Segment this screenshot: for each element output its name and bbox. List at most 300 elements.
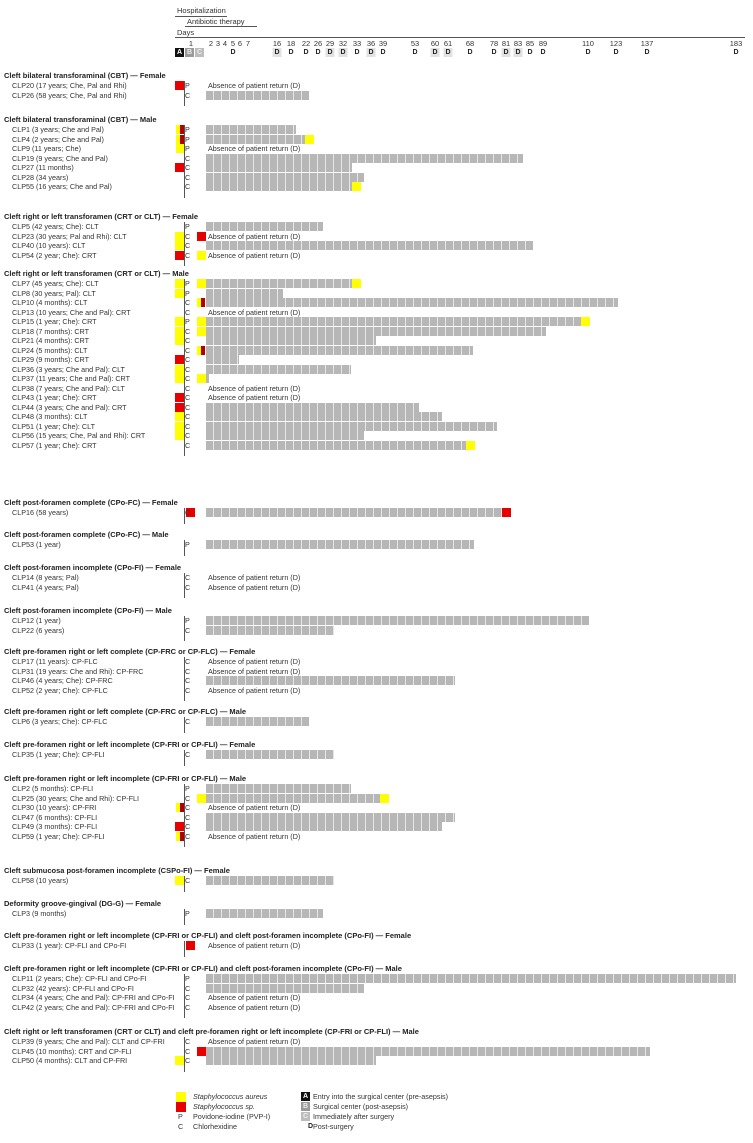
follow-up-bar bbox=[206, 135, 305, 144]
phase-c-cell bbox=[201, 298, 205, 307]
patient-row bbox=[0, 573, 753, 582]
follow-up-bar bbox=[206, 422, 497, 431]
antiseptic-label: C bbox=[185, 993, 191, 1002]
patient-label: CLP14 (8 years; Pal) bbox=[12, 573, 79, 582]
patient-row bbox=[0, 135, 753, 144]
follow-up-bar bbox=[206, 974, 736, 983]
group-title: Cleft pre-foramen right or left incomplete (CP-FRI or CP-FLI) — Male bbox=[4, 774, 247, 783]
phase-a-cell bbox=[175, 403, 184, 412]
hospitalization-label: Hospitalization bbox=[177, 6, 226, 15]
group-title: Cleft pre-foramen right or left incomplete (CP-FRI or CP-FLI) — Female bbox=[4, 740, 256, 749]
antiseptic-label: C bbox=[185, 163, 191, 172]
legend-phase-box: C bbox=[302, 1113, 309, 1120]
patient-label: CLP51 (1 year; Che): CLT bbox=[12, 421, 95, 431]
follow-up-bar bbox=[206, 173, 364, 182]
antiseptic-label: C bbox=[185, 812, 191, 822]
day-tick-label: 3 bbox=[215, 39, 221, 48]
absence-note: Absence of patient return (D) bbox=[208, 831, 301, 841]
patient-row bbox=[0, 173, 753, 182]
group-title: Cleft submucosa post-foramen incomplete (CSPo-FI) — Female bbox=[4, 866, 230, 875]
phase-b-cell bbox=[180, 832, 184, 841]
patient-row bbox=[0, 750, 753, 759]
follow-up-bar bbox=[206, 222, 323, 231]
patient-row bbox=[0, 374, 753, 383]
follow-up-bar bbox=[206, 984, 364, 993]
antiseptic-label: C bbox=[185, 153, 191, 163]
antiseptic-label: C bbox=[185, 393, 191, 402]
day-tick-label: 29 bbox=[325, 39, 335, 48]
antiseptic-label: C bbox=[185, 983, 191, 993]
patient-row bbox=[0, 365, 753, 374]
absence-note: Absence of patient return (D) bbox=[208, 144, 301, 153]
absence-note: Absence of patient return (D) bbox=[208, 993, 301, 1002]
phase-c-cell bbox=[197, 327, 206, 336]
day-tick-label: 183 bbox=[729, 39, 743, 48]
follow-up-bar bbox=[206, 346, 473, 355]
post-surgery-marker: D bbox=[274, 49, 280, 56]
group-title: Cleft post-foramen incomplete (CPo-FI) — Male bbox=[4, 606, 172, 615]
post-surgery-marker: D bbox=[303, 49, 309, 56]
absence-note: Absence of patient return (D) bbox=[208, 803, 301, 812]
follow-up-bar bbox=[206, 327, 546, 336]
patient-label: CLP53 (1 year) bbox=[12, 540, 61, 549]
patient-label: CLP16 (58 years) bbox=[12, 508, 69, 517]
antiseptic-label: C bbox=[185, 345, 191, 355]
patient-label: CLP49 (3 months): CP-FLI bbox=[12, 822, 98, 831]
patient-row bbox=[0, 431, 753, 440]
follow-up-bar bbox=[206, 540, 474, 549]
patient-label: CLP24 (5 months): CLT bbox=[12, 345, 88, 355]
patient-row bbox=[0, 384, 753, 393]
legend-phase-box: A bbox=[302, 1093, 309, 1100]
follow-up-bar bbox=[206, 298, 618, 307]
absence-note: Absence of patient return (D) bbox=[208, 250, 301, 260]
day-tick-label: 4 bbox=[222, 39, 228, 48]
patient-label: CLP29 (9 months): CRT bbox=[12, 355, 89, 364]
patient-row bbox=[0, 327, 753, 336]
follow-up-bar bbox=[206, 822, 442, 831]
antiseptic-label: P bbox=[185, 540, 190, 549]
day-tick-label: 1 bbox=[188, 39, 194, 48]
patient-row bbox=[0, 91, 753, 100]
day-tick-label: 16 bbox=[272, 39, 282, 48]
antiseptic-label: C bbox=[185, 231, 191, 241]
follow-up-bar bbox=[206, 431, 364, 440]
follow-up-bar bbox=[206, 154, 523, 163]
patient-label: CLP46 (4 years; Che): CP-FRC bbox=[12, 676, 113, 685]
post-surgery-marker: D bbox=[432, 49, 438, 56]
antiseptic-label: P bbox=[185, 222, 190, 231]
antiseptic-label: C bbox=[185, 182, 191, 191]
antiseptic-label: C bbox=[185, 1046, 191, 1056]
absence-note: Absence of patient return (D) bbox=[208, 582, 301, 592]
patient-label: CLP26 (58 years; Che, Pal and Rhi) bbox=[12, 90, 127, 100]
follow-up-bar bbox=[206, 279, 352, 288]
follow-up-bar bbox=[206, 813, 455, 822]
patient-row bbox=[0, 717, 753, 726]
patient-row bbox=[0, 1047, 753, 1056]
follow-up-bar bbox=[206, 508, 502, 517]
patient-label: CLP22 (6 years) bbox=[12, 625, 65, 635]
post-surgery-marker: D bbox=[503, 49, 509, 56]
patient-row bbox=[0, 667, 753, 676]
patient-label: CLP7 (45 years; Che): CLT bbox=[12, 279, 99, 288]
post-surgery-cell bbox=[352, 182, 361, 191]
day-tick-label: 26 bbox=[313, 39, 323, 48]
antiseptic-label: P bbox=[185, 279, 190, 288]
patient-row bbox=[0, 412, 753, 421]
follow-up-bar bbox=[206, 336, 376, 345]
antiseptic-label: C bbox=[185, 717, 191, 726]
patient-label: CLP3 (9 months) bbox=[12, 909, 67, 918]
patient-label: CLP56 (15 years; Che, Pal and Rhi): CRT bbox=[12, 431, 146, 440]
patient-row bbox=[0, 822, 753, 831]
group-title: Cleft pre-foramen right or left complete (CP-FRC or CP-FLC) — Female bbox=[4, 647, 256, 656]
antiseptic-label: P bbox=[185, 125, 190, 134]
patient-label: CLP59 (1 year; Che): CP-FLI bbox=[12, 831, 105, 841]
phase-b-box: B bbox=[186, 49, 193, 56]
patient-label: CLP31 (19 years: Che and Rhi): CP-FRC bbox=[12, 666, 144, 676]
patient-row bbox=[0, 346, 753, 355]
follow-up-bar bbox=[206, 241, 533, 250]
patient-row bbox=[0, 393, 753, 402]
antiseptic-label: C bbox=[185, 402, 191, 412]
day-tick-label: 39 bbox=[378, 39, 388, 48]
days-axis-line bbox=[175, 37, 745, 38]
follow-up-bar bbox=[206, 626, 334, 635]
post-surgery-marker: D bbox=[340, 49, 346, 56]
antibiotic-line bbox=[185, 26, 257, 27]
patient-label: CLP35 (1 year; Che): CP-FLI bbox=[12, 750, 105, 759]
antiseptic-label: C bbox=[185, 793, 191, 803]
phase-b-cell bbox=[180, 803, 184, 812]
group-title: Cleft post-foramen complete (CPo-FC) — Female bbox=[4, 498, 178, 507]
phase-a-cell bbox=[175, 81, 184, 90]
patient-row bbox=[0, 540, 753, 549]
day-tick-label: 22 bbox=[301, 39, 311, 48]
post-surgery-marker: D bbox=[288, 49, 294, 56]
antiseptic-label: P bbox=[185, 317, 190, 326]
patient-row bbox=[0, 279, 753, 288]
antiseptic-label: C bbox=[185, 508, 191, 517]
absence-note: Absence of patient return (D) bbox=[208, 1037, 301, 1046]
day-tick-label: 123 bbox=[609, 39, 623, 48]
phase-c-cell bbox=[197, 374, 206, 383]
legend-swatch bbox=[176, 1092, 186, 1102]
group-title: Cleft bilateral transforaminal (CBT) — Female bbox=[4, 71, 166, 80]
legend-text: Post-surgery bbox=[313, 1122, 354, 1131]
antiseptic-label: C bbox=[185, 685, 191, 695]
antiseptic-label: C bbox=[185, 326, 191, 336]
day-tick-label: 18 bbox=[286, 39, 296, 48]
phase-c-cell bbox=[186, 941, 195, 950]
phase-a-cell bbox=[175, 327, 184, 336]
group-title: Cleft pre-foramen right or left complete (CP-FRC or CP-FLC) — Male bbox=[4, 707, 247, 716]
antiseptic-label: P bbox=[185, 616, 190, 625]
follow-up-bar bbox=[206, 163, 352, 172]
day-tick-label: 61 bbox=[443, 39, 453, 48]
antiseptic-label: C bbox=[185, 355, 191, 364]
patient-label: CLP50 (4 months): CLT and CP-FRI bbox=[12, 1056, 128, 1065]
antiseptic-label: C bbox=[185, 250, 191, 260]
follow-up-bar bbox=[206, 909, 323, 918]
patient-label: CLP34 (4 years; Che and Pal): CP-FRI and CPo-FI bbox=[12, 993, 175, 1002]
follow-up-bar bbox=[206, 355, 239, 364]
patient-label: CLP40 (10 years): CLT bbox=[12, 241, 86, 250]
post-surgery-cell bbox=[502, 508, 511, 517]
follow-up-bar bbox=[206, 365, 351, 374]
day-tick-label: 83 bbox=[513, 39, 523, 48]
group-title: Cleft bilateral transforaminal (CBT) — Male bbox=[4, 115, 157, 124]
patient-row bbox=[0, 583, 753, 592]
phase-a-cell bbox=[175, 822, 184, 831]
post-surgery-marker: D bbox=[540, 49, 546, 56]
phase-a-cell bbox=[175, 431, 184, 440]
antiseptic-label: C bbox=[185, 676, 191, 685]
follow-up-bar bbox=[206, 403, 419, 412]
day-tick-label: 78 bbox=[489, 39, 499, 48]
antiseptic-label: C bbox=[185, 582, 191, 592]
patient-row bbox=[0, 298, 753, 307]
absence-note: Absence of patient return (D) bbox=[208, 81, 301, 90]
patient-row bbox=[0, 441, 753, 450]
post-surgery-marker: D bbox=[644, 49, 650, 56]
patient-label: CLP9 (11 years; Che) bbox=[12, 144, 81, 153]
patient-label: CLP41 (4 years; Pal) bbox=[12, 582, 79, 592]
day-tick-label: 137 bbox=[640, 39, 654, 48]
post-surgery-cell bbox=[305, 135, 314, 144]
patient-label: CLP2 (5 months): CP-FLI bbox=[12, 784, 94, 793]
antiseptic-label: C bbox=[185, 412, 191, 421]
post-surgery-marker: D bbox=[315, 49, 321, 56]
patient-label: CLP5 (42 years; Che): CLT bbox=[12, 222, 99, 231]
phase-a-cell bbox=[175, 279, 184, 288]
patient-row bbox=[0, 508, 753, 517]
patient-row bbox=[0, 154, 753, 163]
patient-label: CLP58 (10 years) bbox=[12, 876, 69, 885]
group-title: Deformity groove-gingival (DG-G) — Female bbox=[4, 899, 162, 908]
patient-row bbox=[0, 125, 753, 134]
patient-label: CLP38 (7 years; Che and Pal): CLT bbox=[12, 383, 125, 393]
follow-up-bar bbox=[206, 125, 296, 134]
patient-label: CLP45 (10 months): CRT and CP-FLI bbox=[12, 1046, 132, 1056]
antiseptic-label: C bbox=[185, 822, 191, 831]
legend-text: Staphylococcus aureus bbox=[193, 1092, 268, 1101]
patient-label: CLP44 (3 years; Che and Pal): CRT bbox=[12, 402, 127, 412]
patient-label: CLP39 (9 years; Che and Pal): CLT and CP-FRI bbox=[12, 1037, 165, 1046]
antiseptic-label: C bbox=[185, 876, 191, 885]
antiseptic-label: C bbox=[185, 431, 191, 440]
post-surgery-marker: D bbox=[230, 49, 236, 56]
antiseptic-label: C bbox=[185, 1056, 191, 1065]
patient-row bbox=[0, 686, 753, 695]
antiseptic-label: C bbox=[185, 172, 191, 182]
patient-label: CLP27 (11 months) bbox=[12, 163, 74, 172]
follow-up-bar bbox=[206, 717, 309, 726]
absence-note: Absence of patient return (D) bbox=[208, 1002, 301, 1012]
patient-label: CLP11 (2 years; Che): CP-FLI and CPo-FI bbox=[12, 974, 147, 983]
patient-label: CLP37 (11 years; Che and Pal): CRT bbox=[12, 374, 130, 383]
antiseptic-label: P bbox=[185, 288, 190, 298]
patient-row bbox=[0, 626, 753, 635]
patient-row bbox=[0, 784, 753, 793]
day-tick-label: 81 bbox=[501, 39, 511, 48]
patient-row bbox=[0, 616, 753, 625]
antiseptic-label: C bbox=[185, 374, 191, 383]
antiseptic-label: C bbox=[185, 241, 191, 250]
patient-row bbox=[0, 81, 753, 90]
patient-row bbox=[0, 941, 753, 950]
antiseptic-label: C bbox=[185, 750, 191, 759]
absence-note: Absence of patient return (D) bbox=[208, 666, 301, 676]
antiseptic-label: P bbox=[185, 134, 190, 144]
follow-up-bar bbox=[206, 784, 351, 793]
antiseptic-label: P bbox=[185, 144, 190, 153]
antiseptic-label: C bbox=[185, 90, 191, 100]
absence-note: Absence of patient return (D) bbox=[208, 685, 301, 695]
phase-a-cell bbox=[175, 393, 184, 402]
post-surgery-marker: D bbox=[445, 49, 451, 56]
phase-c-cell bbox=[197, 317, 206, 326]
phase-a-cell bbox=[175, 336, 184, 345]
patient-row bbox=[0, 422, 753, 431]
patient-label: CLP57 (1 year; Che): CRT bbox=[12, 440, 97, 450]
patient-row bbox=[0, 1037, 753, 1046]
absence-note: Absence of patient return (D) bbox=[208, 231, 301, 241]
patient-label: CLP32 (42 years): CP-FLI and CPo-FI bbox=[12, 983, 134, 993]
patient-row bbox=[0, 232, 753, 241]
phase-a-cell bbox=[175, 412, 184, 421]
day-tick-label: 33 bbox=[352, 39, 362, 48]
post-surgery-marker: D bbox=[527, 49, 533, 56]
follow-up-bar bbox=[206, 1047, 650, 1056]
phase-b-cell bbox=[180, 135, 184, 144]
follow-up-bar bbox=[206, 289, 283, 298]
antiseptic-label: C bbox=[185, 421, 191, 431]
group-title: Cleft post-foramen incomplete (CPo-FI) — Female bbox=[4, 563, 182, 572]
group-title: Cleft pre-foramen right or left incomplete (CP-FRI or CP-FLI) and cleft post-foramen incomplete (CPo-FI) — Female bbox=[4, 931, 412, 940]
antiseptic-label: C bbox=[185, 307, 191, 317]
patient-row bbox=[0, 909, 753, 918]
group-title: Cleft right or left transforamen (CRT or CLT) — Female bbox=[4, 212, 199, 221]
phase-a-cell bbox=[175, 365, 184, 374]
phase-c-cell bbox=[201, 346, 205, 355]
phase-b-cell bbox=[180, 144, 184, 153]
antibiotic-label: Antibiotic therapy bbox=[187, 17, 245, 26]
patient-label: CLP13 (10 years; Che and Pal): CRT bbox=[12, 307, 131, 317]
patient-label: CLP42 (2 years; Che and Pal): CP-FRI and CPo-FI bbox=[12, 1002, 175, 1012]
absence-note: Absence of patient return (D) bbox=[208, 657, 301, 666]
patient-row bbox=[0, 657, 753, 666]
phase-a-cell bbox=[175, 1056, 184, 1065]
post-surgery-marker: D bbox=[467, 49, 473, 56]
patient-label: CLP20 (17 years; Che, Pal and Rhi) bbox=[12, 81, 127, 90]
phase-a-cell bbox=[175, 317, 184, 326]
patient-label: CLP8 (30 years; Pal): CLT bbox=[12, 288, 96, 298]
patient-row bbox=[0, 876, 753, 885]
patient-label: CLP21 (4 months): CRT bbox=[12, 336, 89, 345]
antiseptic-label: P bbox=[185, 974, 190, 983]
absence-note: Absence of patient return (D) bbox=[208, 573, 301, 582]
legend-swatch bbox=[176, 1102, 186, 1112]
phase-a-cell bbox=[175, 355, 184, 364]
patient-row bbox=[0, 803, 753, 812]
follow-up-bar bbox=[206, 616, 589, 625]
post-surgery-cell bbox=[581, 317, 590, 326]
antiseptic-label: C bbox=[185, 573, 191, 582]
phase-c-cell bbox=[197, 1047, 206, 1056]
post-surgery-marker: D bbox=[380, 49, 386, 56]
post-surgery-marker: D bbox=[412, 49, 418, 56]
phase-a-cell bbox=[175, 374, 184, 383]
legend-text: Entry into the surgical center (pre-asepsis) bbox=[313, 1092, 449, 1101]
legend-phase-box: D bbox=[307, 1123, 314, 1130]
day-tick-label: 85 bbox=[525, 39, 535, 48]
day-tick-label: 36 bbox=[366, 39, 376, 48]
legend-text: Surgical center (post-asepsis) bbox=[313, 1102, 409, 1111]
patient-label: CLP52 (2 year; Che): CP-FLC bbox=[12, 685, 108, 695]
antiseptic-label: C bbox=[185, 803, 191, 812]
patient-row bbox=[0, 984, 753, 993]
antiseptic-label: C bbox=[185, 383, 191, 393]
patient-row bbox=[0, 241, 753, 250]
day-tick-label: 60 bbox=[430, 39, 440, 48]
legend-letter: C bbox=[178, 1122, 184, 1131]
patient-label: CLP30 (10 years): CP-FRI bbox=[12, 803, 97, 812]
antiseptic-label: P bbox=[185, 909, 190, 918]
follow-up-bar bbox=[206, 750, 334, 759]
phase-c-cell bbox=[197, 251, 206, 260]
post-surgery-marker: D bbox=[515, 49, 521, 56]
phase-a-box: A bbox=[176, 49, 183, 56]
legend-text: Immediately after surgery bbox=[313, 1112, 395, 1121]
patient-label: CLP48 (3 months): CLT bbox=[12, 412, 88, 421]
patient-label: CLP18 (7 months): CRT bbox=[12, 326, 89, 336]
legend-text: Povidone-iodine (PVP-I) bbox=[193, 1112, 271, 1121]
follow-up-bar bbox=[206, 182, 352, 191]
phase-b-cell bbox=[180, 125, 184, 134]
day-tick-label: 7 bbox=[245, 39, 251, 48]
days-label: Days bbox=[177, 28, 195, 37]
post-surgery-marker: D bbox=[327, 49, 333, 56]
patient-row bbox=[0, 222, 753, 231]
legend-text: Chlorhexidine bbox=[193, 1122, 237, 1131]
patient-label: CLP19 (9 years; Che and Pal) bbox=[12, 153, 108, 163]
absence-note: Absence of patient return (D) bbox=[208, 393, 301, 402]
patient-label: CLP28 (34 years) bbox=[12, 172, 69, 182]
antiseptic-label: C bbox=[185, 1002, 191, 1012]
day-tick-label: 6 bbox=[237, 39, 243, 48]
post-surgery-marker: D bbox=[613, 49, 619, 56]
follow-up-bar bbox=[206, 676, 455, 685]
antiseptic-label: C bbox=[185, 831, 191, 841]
phase-a-cell bbox=[175, 232, 184, 241]
phase-c-box: C bbox=[196, 49, 203, 56]
absence-note: Absence of patient return (D) bbox=[208, 307, 301, 317]
follow-up-bar bbox=[206, 412, 442, 421]
phase-a-cell bbox=[175, 422, 184, 431]
patient-label: CLP1 (3 years; Che and Pal) bbox=[12, 125, 104, 134]
patient-row bbox=[0, 794, 753, 803]
patient-row bbox=[0, 289, 753, 298]
day-tick-label: 32 bbox=[338, 39, 348, 48]
antiseptic-label: C bbox=[185, 298, 191, 307]
patient-label: CLP17 (11 years): CP-FLC bbox=[12, 657, 98, 666]
post-surgery-marker: D bbox=[733, 49, 739, 56]
phase-a-cell bbox=[175, 241, 184, 250]
follow-up-bar bbox=[206, 374, 209, 383]
antiseptic-label: C bbox=[185, 336, 191, 345]
